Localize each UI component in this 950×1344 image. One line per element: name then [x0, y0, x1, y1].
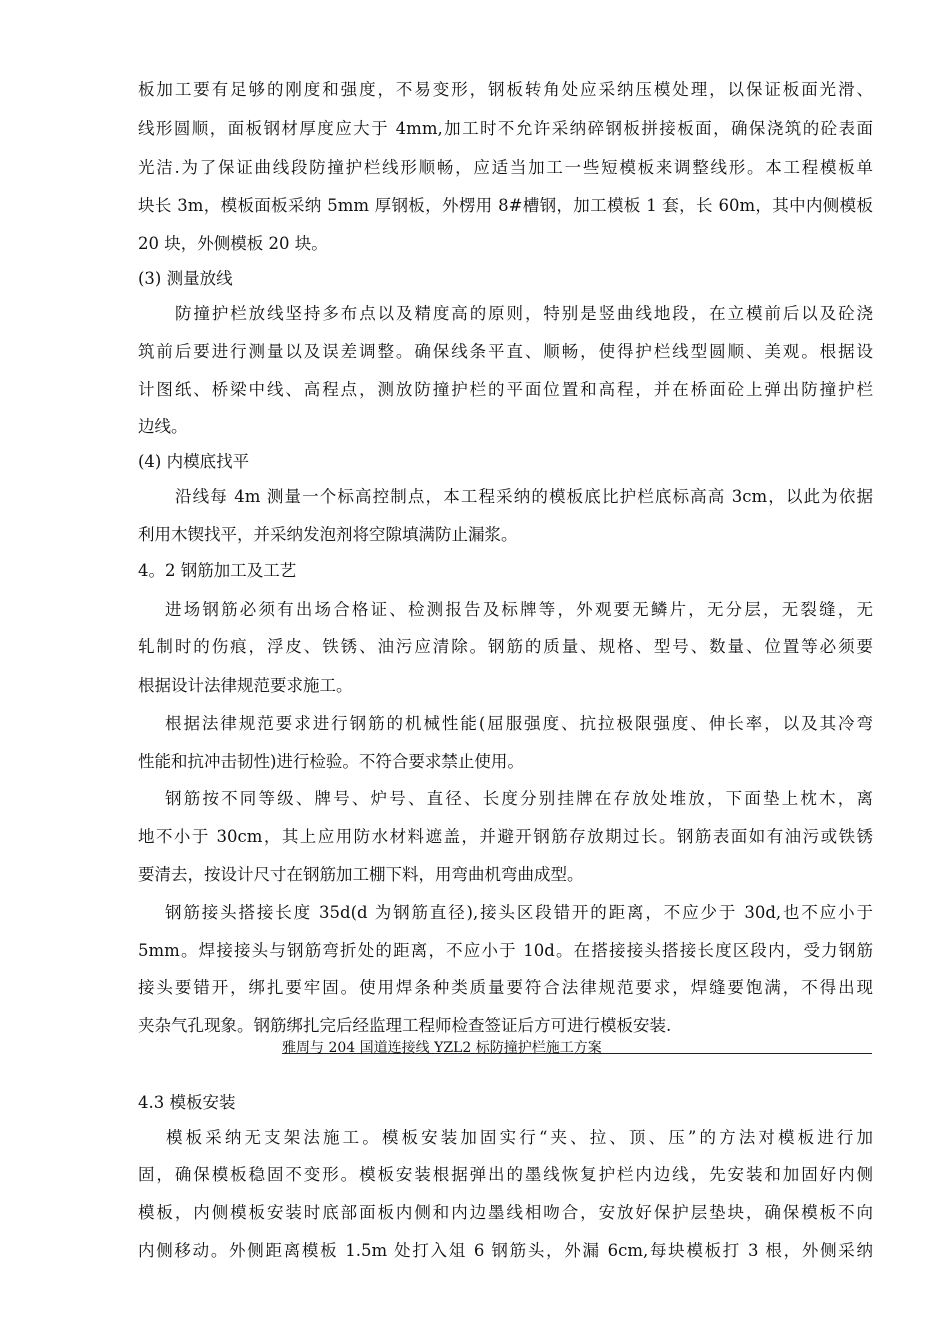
body-text-line: 计图纸、桥梁中线、高程点，测放防撞护栏的平面位置和高程，并在桥面砼上弹出防撞护栏	[138, 380, 873, 399]
body-text-line: 接头要错开，绑扎要牢固。使用焊条种类质量要符合法律规范要求，焊缝要饱满，不得出现	[138, 978, 873, 997]
body-text-line: 钢筋按不同等级、牌号、炉号、直径、长度分别挂牌在存放处堆放，下面垫上枕木，离	[165, 789, 873, 808]
body-text-line: 防撞护栏放线坚持多布点以及精度高的原则，特别是竖曲线地段，在立模前后以及砼浇	[175, 304, 873, 323]
body-text-line: 20 块，外侧模板 20 块。	[138, 234, 328, 253]
body-text-line: 固，确保模板稳固不变形。模板安装根据弹出的墨线恢复护栏内边线，先安装和加固好内侧	[138, 1165, 873, 1184]
body-text-line: 钢筋接头搭接长度 35d(d 为钢筋直径),接头区段错开的距离，不应少于 30d,也不应小于	[165, 903, 873, 922]
body-text-line: 沿线每 4m 测量一个标高控制点，本工程采纳的模板底比护栏底标高高 3cm，以此为依据	[175, 487, 873, 506]
section-heading-leveling: (4) 内模底找平	[138, 452, 250, 471]
body-text-line: 根据法律规范要求进行钢筋的机械性能(屈服强度、抗拉极限强度、伸长率，以及其冷弯	[165, 714, 873, 733]
page-footer-title: 雅周与 204 国道连接线 YZL2 标防撞护栏施工方案	[282, 1040, 602, 1056]
section-heading-formwork: 4.3 模板安装	[138, 1093, 236, 1112]
body-text-line: 夹杂气孔现象。钢筋绑扎完后经监理工程师检查签证后方可进行模板安装.	[138, 1016, 672, 1035]
body-text-line: 5mm。焊接接头与钢筋弯折处的距离，不应小于 10d。在搭接接头搭接长度区段内，受力钢筋	[138, 941, 873, 960]
section-heading-survey: (3) 测量放线	[138, 269, 233, 288]
body-text-line: 轧制时的伤痕，浮皮、铁锈、油污应清除。钢筋的质量、规格、型号、数量、位置等必须要	[138, 637, 873, 656]
body-text-line: 模板，内侧模板安装时底部面板内侧和内边墨线相吻合，安放好保护层垫块，确保模板不向	[138, 1203, 873, 1222]
body-text-line: 进场钢筋必须有出场合格证、检测报告及标牌等，外观要无鳞片，无分层，无裂缝，无	[165, 600, 873, 619]
body-text-line: 块长 3m，模板面板采纳 5mm 厚钢板，外楞用 8#槽钢，加工模板 1 套，长 60m，其中内侧模板	[138, 196, 873, 215]
body-text-line: 性能和抗冲击韧性)进行检验。不符合要求禁止使用。	[138, 752, 524, 771]
body-text-line: 筑前后要进行测量以及误差调整。确保线条平直、顺畅，使得护栏线型圆顺、美观。根据设	[138, 342, 873, 361]
body-text-line: 地不小于 30cm，其上应用防水材料遮盖，并避开钢筋存放期过长。钢筋表面如有油污或铁锈	[138, 827, 873, 846]
body-text-line: 利用木锲找平，并采纳发泡剂将空隙填满防止漏浆。	[138, 525, 518, 544]
body-text-line: 板加工要有足够的刚度和强度，不易变形，钢板转角处应采纳压模处理，以保证板面光滑、	[138, 80, 873, 99]
body-text-line: 光洁.为了保证曲线段防撞护栏线形顺畅，应适当加工一些短模板来调整线形。本工程模板单	[138, 158, 873, 177]
body-text-line: 根据设计法律规范要求施工。	[138, 676, 353, 695]
body-text-line: 边线。	[138, 417, 188, 436]
body-text-line: 要清去，按设计尺寸在钢筋加工棚下料，用弯曲机弯曲成型。	[138, 865, 584, 884]
body-text-line: 模板采纳无支架法施工。模板安装加固实行“夹、拉、顶、压”的方法对模板进行加	[166, 1128, 873, 1147]
footer-divider	[282, 1053, 872, 1054]
section-heading-rebar: 4。2 钢筋加工及工艺	[138, 561, 297, 580]
body-text-line: 内侧移动。外侧距离模板 1.5m 处打入俎 6 钢筋头，外漏 6cm,每块模板打 3 根，外侧采纳	[138, 1241, 873, 1260]
body-text-line: 线形圆顺，面板钢材厚度应大于 4mm,加工时不允许采纳碎钢板拼接板面，确保浇筑的砼表面	[138, 119, 873, 138]
